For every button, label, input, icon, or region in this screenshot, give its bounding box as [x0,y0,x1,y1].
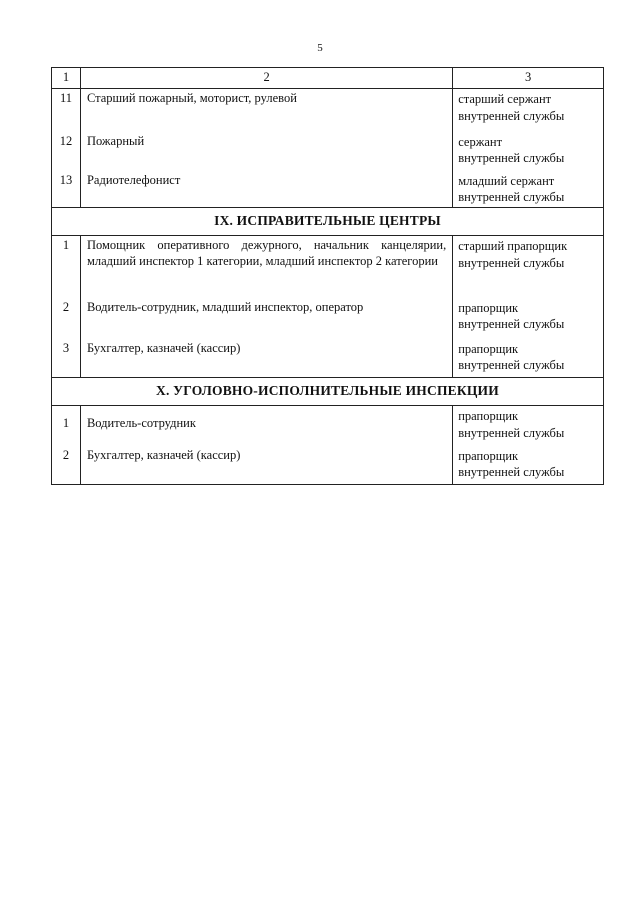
section-header-row [52,378,604,406]
row-number: 11 [52,89,81,132]
row-number: 2 [52,446,81,485]
rank-line: прапорщик [458,409,519,423]
position-name: Пожарный [80,132,452,171]
rank-cell [453,298,604,339]
position-name: Помощник оперативного дежурного, начальник канцелярии, младший инспектор 1 категории, младший инспектор 2 категории [80,236,452,298]
rank-line: внутренней службы [458,358,565,373]
position-name: Бухгалтер, казначей (кассир) [80,446,452,485]
rank-line: внутренней службы [458,108,565,123]
rank-cell [453,171,604,208]
table-row [52,339,604,378]
position-name: Старший пожарный, моторист, рулевой [80,89,452,132]
position-name: Водитель-сотрудник, младший инспектор, оператор [80,298,452,339]
rank-line: прапорщик [458,300,519,315]
rank-line: внутренней службы [458,317,565,332]
row-number: 12 [52,132,81,171]
rank-line: прапорщик [458,448,519,463]
rank-cell [453,89,604,132]
table-row [52,89,604,132]
row-number: 2 [52,298,81,339]
table-row [52,446,604,485]
page-number: 5 [317,42,323,54]
row-number: 13 [52,171,81,208]
section-title: IX. ИСПРАВИТЕЛЬНЫЕ ЦЕНТРЫ [52,208,604,236]
rank-line: внутренней службы [458,151,565,166]
rank-line: старший прапорщик [458,239,568,253]
row-number: 3 [52,339,81,378]
table-row [52,132,604,171]
table-row [52,406,604,446]
rank-cell [453,236,604,298]
rank-line: старший сержант [458,92,552,106]
header-col-1: 1 [52,68,81,89]
row-number: 1 [52,406,81,446]
header-col-3: 3 [453,68,604,89]
section-title: X. УГОЛОВНО-ИСПОЛНИТЕЛЬНЫЕ ИНСПЕКЦИИ [52,378,604,406]
rank-line: внутренней службы [458,255,565,270]
header-col-2: 2 [80,68,452,89]
rank-line: младший сержант [458,173,555,188]
rank-line: внутренней службы [458,425,565,440]
table-header-row [52,68,604,89]
position-name: Водитель-сотрудник [80,406,452,446]
rank-cell [453,406,604,446]
rank-line: прапорщик [458,341,519,356]
row-number: 1 [52,236,81,298]
rank-cell [453,132,604,171]
table-row [52,171,604,208]
section-header-row [52,208,604,236]
position-name: Бухгалтер, казначей (кассир) [80,339,452,378]
rank-cell [453,339,604,378]
position-name: Радиотелефонист [80,171,452,208]
rank-cell [453,446,604,485]
ranks-table [51,67,604,485]
rank-line: внутренней службы [458,465,565,480]
rank-line: внутренней службы [458,190,565,205]
table-row [52,236,604,298]
table-row [52,298,604,339]
rank-line: сержант [458,134,503,149]
